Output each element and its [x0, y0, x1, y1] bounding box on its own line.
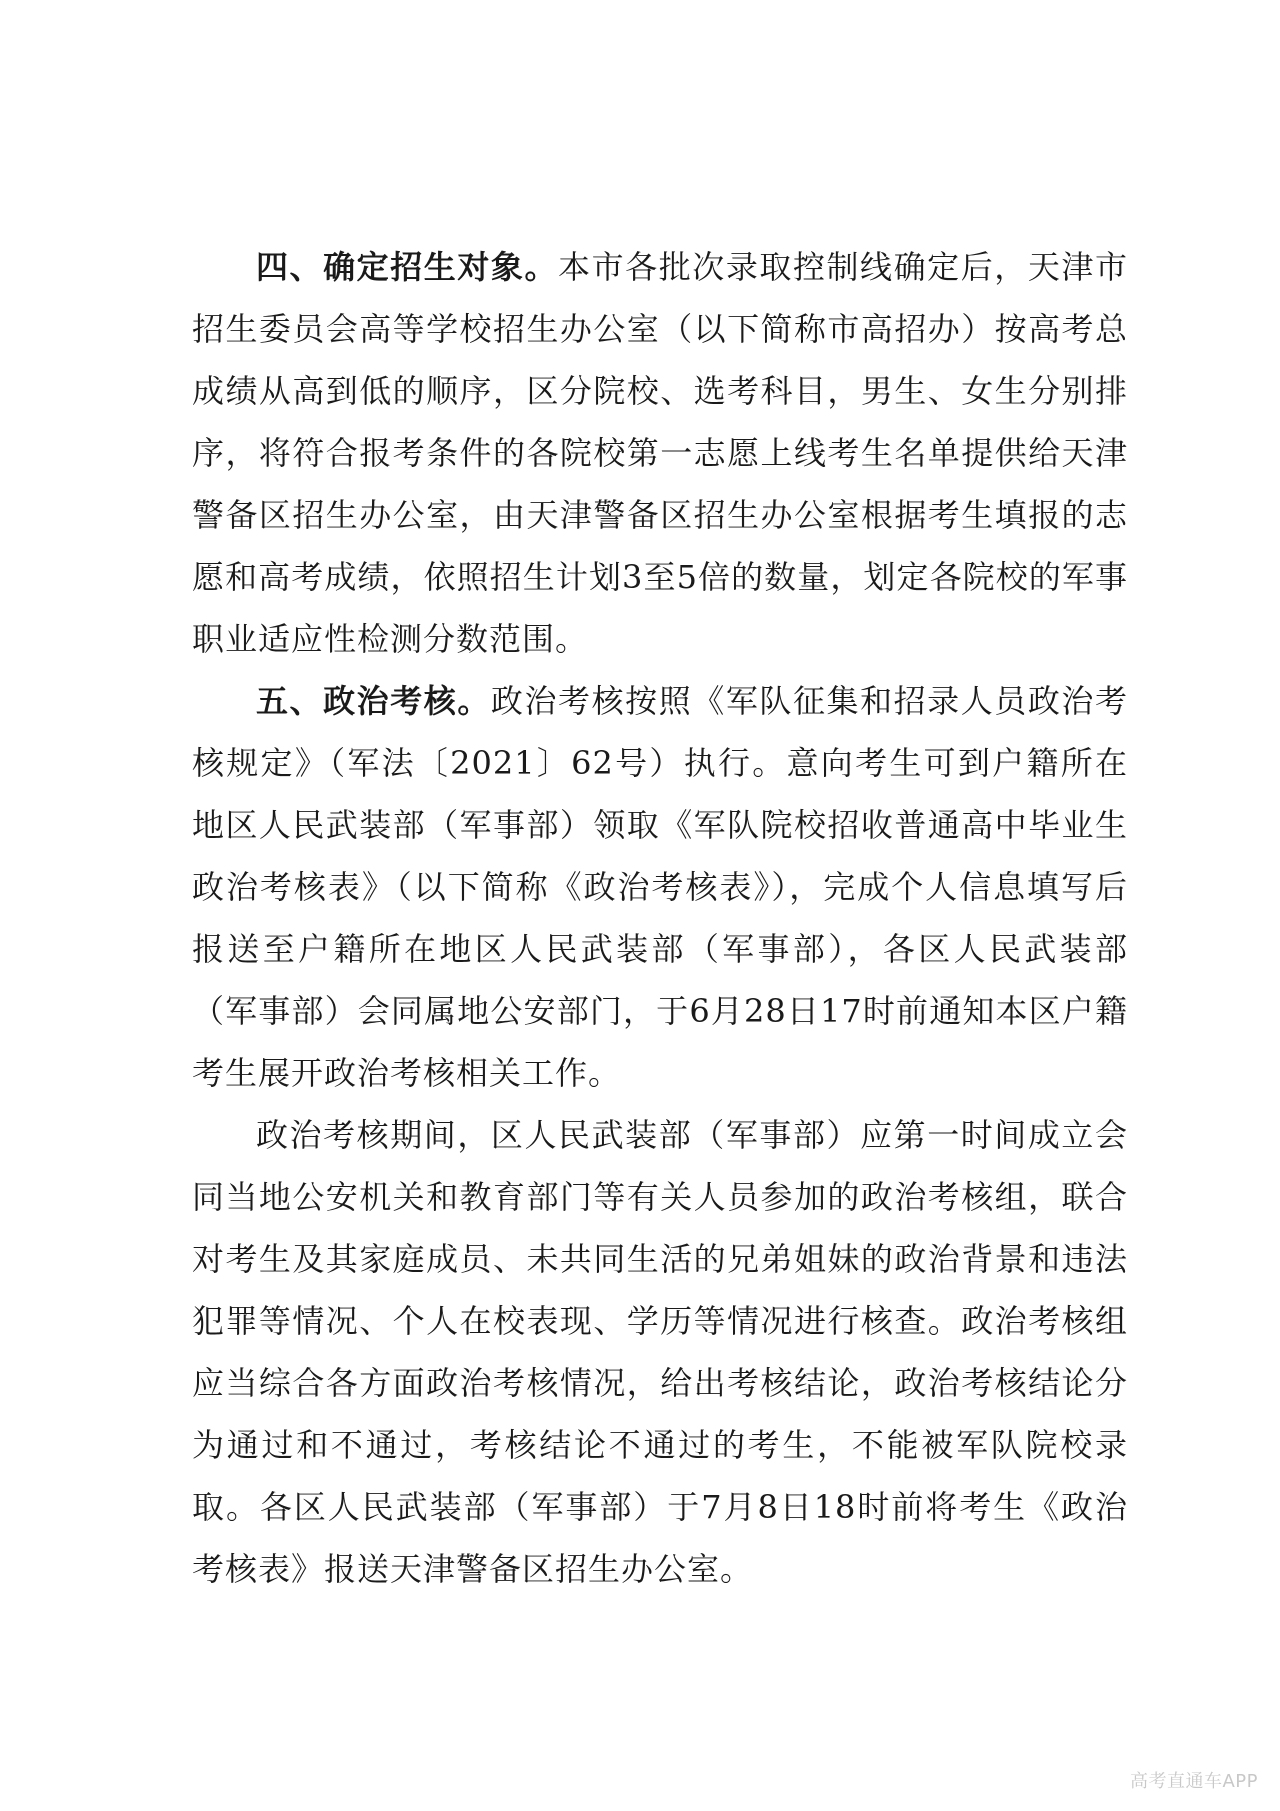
section-confirm-admission-targets [192, 236, 1128, 670]
section-political-review-period [192, 1104, 1128, 1600]
section-heading: 五、政治考核。 [256, 682, 491, 720]
watermark-text: 高考直通车APP [1129, 1771, 1258, 1792]
section-body: 政治考核按照《军队征集和招录人员政治考核规定》（军法〔2021〕62号）执行。意向考生可到户籍所在地区人民武装部（军事部）领取《军队院校招收普通高中毕业生政治考核表》（以下简称《政治考核表》），完成个人信息填写后报送至户籍所在地区人民武装部（军事部），各区人民武装部（军事部）会同属地公安部门，于6月28日17时前通知本区户籍考生展开政治考核相关工作。 [192, 682, 1128, 1092]
document-body [192, 236, 1128, 1600]
section-political-review [192, 670, 1128, 1104]
section-body: 政治考核期间，区人民武装部（军事部）应第一时间成立会同当地公安机关和教育部门等有关人员参加的政治考核组，联合对考生及其家庭成员、未共同生活的兄弟姐妹的政治背景和违法犯罪等情况、个人在校表现、学历等情况进行核查。政治考核组应当综合各方面政治考核情况，给出考核结论，政治考核结论分为通过和不通过，考核结论不通过的考生，不能被军队院校录取。各区人民武装部（军事部）于7月8日18时前将考生《政治考核表》报送天津警备区招生办公室。 [192, 1116, 1128, 1588]
section-heading: 四、确定招生对象。 [256, 248, 559, 286]
section-body: 本市各批次录取控制线确定后，天津市招生委员会高等学校招生办公室（以下简称市高招办）按高考总成绩从高到低的顺序，区分院校、选考科目，男生、女生分别排序，将符合报考条件的各院校第一志愿上线考生名单提供给天津警备区招生办公室，由天津警备区招生办公室根据考生填报的志愿和高考成绩，依照招生计划3至5倍的数量，划定各院校的军事职业适应性检测分数范围。 [192, 248, 1128, 658]
